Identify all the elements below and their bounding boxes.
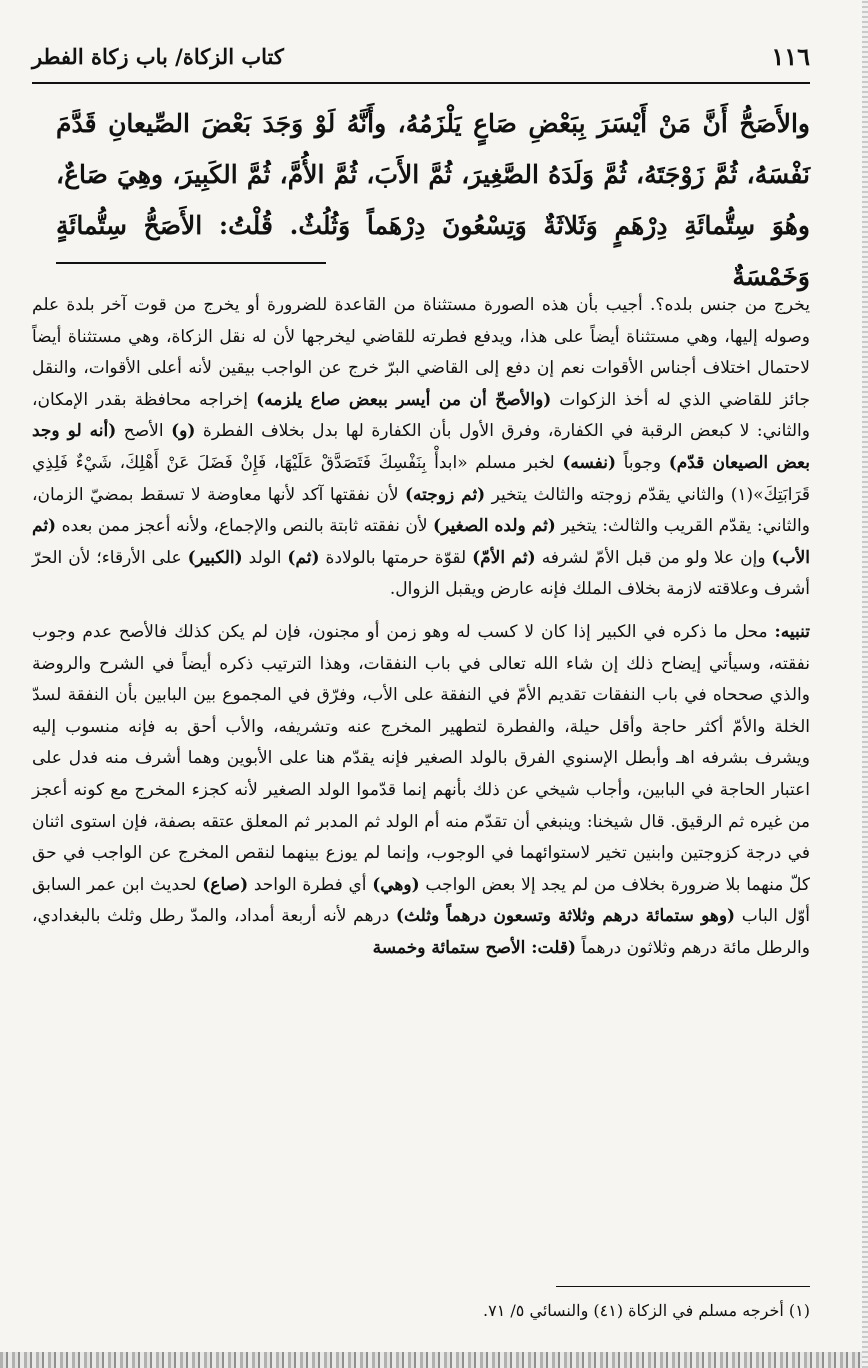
commentary-text: وجوباً <box>616 452 669 473</box>
matn-quote: (وهو ستمائة درهم وثلاثة وتسعون درهماً وثلث) <box>395 906 736 927</box>
matn-quote: (وهي) <box>372 874 420 895</box>
matn-divider <box>56 262 326 264</box>
page-number: ١١٦ <box>771 42 810 71</box>
matn-quote: (صاع) <box>202 874 249 895</box>
commentary-paragraph-2 <box>32 617 810 965</box>
running-head <box>32 32 810 84</box>
commentary-text: لخبر مسلم «ابدأْ بِنَفْسِكَ فَتَصَدَّقْ عَلَيْهَا، فَإِنْ فَضَلَ عَنْ أَهْلِكَ، شَيْءٌ فَلِذِي قَرَابَتِكَ»(١) والثاني يقدّم زوجته والثالث يتخير <box>32 452 810 505</box>
commentary-text: يخرج من جنس بلده؟. أجيب بأن هذه الصورة مستثناة من القاعدة للضرورة أو يخرج من قوت آخر بلدة علم وصوله إليها، وهي مستثناة أيضاً على هذا، ويدفع فطرته للقاضي ليخرجها لأن له نقل الزكاة، وهي مستثناة أيضاً لاحتمال اختلاف أجناس الأقوات نعم إن دفع إلى القاضي البرّ خرج عن الواجب بيقين لأنه أعلى الأقوات، والنقل جائز للقاضي الذي له أخذ الزكوات <box>32 295 810 410</box>
matn-quote: تنبيه: <box>774 621 810 642</box>
matn-quote: (ثم الأمّ) <box>472 547 536 568</box>
footnote-divider <box>556 1286 810 1287</box>
matn-quote: (أنه لو وجد بعض الصيعان قدّم) <box>32 421 810 473</box>
commentary-text: على الأرقاء؛ لأن الحرّ أشرف وعلاقته لازمة بخلاف الملك فإنه عارض ويقبل الزوال. <box>32 547 810 600</box>
matn-quote: (و) <box>171 421 196 442</box>
commentary-text: أي فطرة الواحد <box>248 874 373 895</box>
commentary-text: لأن نفقتها آكد لأنها معاوضة لا تسقط بمضيّ الزمان، والثاني: يقدّم القريب والثالث: يتخير <box>32 484 810 537</box>
matn-quote: (الكبير) <box>187 547 243 568</box>
commentary-paragraph-1 <box>32 290 810 606</box>
commentary-text: وإن علا ولو من قبل الأمّ لشرفه <box>535 547 772 568</box>
commentary-text: الولد <box>242 547 288 568</box>
commentary-text: الأصح <box>116 421 172 442</box>
scan-edge <box>862 0 868 1368</box>
commentary-text: لقوّة حرمتها بالولادة <box>319 547 473 568</box>
book-title: كتاب الزكاة/ باب زكاة الفطر <box>32 44 284 69</box>
commentary-text: لحديث ابن عمر السابق أوّل الباب <box>32 874 811 927</box>
commentary-text: لأن نفقته ثابتة بالنص والإجماع، ولأنه أعجز ممن بعده <box>56 516 434 537</box>
commentary-text: درهم لأنه أربعة أمداد، والمدّ رطل وثلث بالبغدادي، والرطل مائة درهم وثلاثون درهماً <box>32 906 810 958</box>
matn-text: والأَصَحُّ أَنَّ مَنْ أَيْسَرَ بِبَعْضِ صَاعٍ يَلْزَمُهُ، وأَنَّهُ لَوْ وَجَدَ بَعْضَ الصِّيعانِ قَدَّمَ نَفْسَهُ، ثُمَّ زَوْجَتَهُ، ثُمَّ وَلَدَهُ الصَّغِيرَ، ثُمَّ الأَبَ، ثُمَّ الأُمَّ، ثُمَّ الكَبِيرَ، وهِيَ صَاعٌ، وهُوَ سِتُّمائَةِ دِرْهَمٍ وَثَلاثَةٌ وَتِسْعُونَ دِرْهَماً وَثُلُثٌ. قُلْتُ: الأَصَحُّ سِتُّمائَةٍ وَخَمْسَةٌ <box>56 109 810 291</box>
commentary-text: محل ما ذكره في الكبير إذا كان لا كسب له وهو زمن أو مجنون، فإن لم يكن كذلك فالأصح عدم وجوب نفقته، وسيأتي إيضاح ذلك إن شاء الله تعالى في باب النفقات، وهذا الترتيب ذكره أيضاً في الشرح والروضة والذي صححاه في باب النفقات تقديم الأمّ في النفقة على الأب، وفرّق في المجموع بين البابين بأن النفقة لسدّ الخلة والأمّ أكثر حاجة وأقل حيلة، والفطرة لتطهير المخرج عنه وتشريفه، والأب أحق به فإنه منسوب إليه ويشرف بشرفه اهـ وأبطل الإسنوي الفرق بالولد الصغير فإنه يقدّم هنا على الأبوين وهما أشرف منه فدل على اعتبار الحاجة في البابين، وأجاب شيخي عن ذلك بأنهم إنما قدّموا الولد الصغير لأنه كجزء المخرج مع كونه أعجز من غيره ثم الرقيق. قال شيخنا: وينبغي أن تقدّم منه أم الولد ثم المدبر ثم المعلق عتقه بصفة، فإن استوى اثنان في درجة كزوجتين وابنين تخير لاستوائهما في الوجوب، وإنما لم يوزع بينهما لنقص المخرج عن الواجب في حق كلّ منهما بلا ضرورة بخلاف من لم يجد إلا بعض الواجب <box>32 621 810 895</box>
matn-quote: (ثم ولده الصغير) <box>433 516 556 537</box>
matn-quote: (ثم) <box>287 547 320 568</box>
matn-quote: (نفسه) <box>562 452 617 473</box>
matn-quote: (ثم الأب) <box>32 516 810 568</box>
commentary-text: إخراجه محافظة بقدر الإمكان، والثاني: لا كبعض الرقبة في الكفارة، وفرق الأول بأن الكفارة لها بدل بخلاف الفطرة <box>32 389 810 442</box>
matn-quote: (ثم زوجته) <box>404 484 486 505</box>
matn-quote: (والأصحّ أن من أيسر ببعض صاع يلزمه) <box>256 389 552 410</box>
footnote: (١) أخرجه مسلم في الزكاة (٤١) والنسائي ٥/ ٧١. <box>483 1301 810 1320</box>
scan-border <box>0 1352 868 1368</box>
matn-quote: (قلت: الأصح ستمائة وخمسة <box>372 937 577 958</box>
commentary <box>32 290 810 964</box>
